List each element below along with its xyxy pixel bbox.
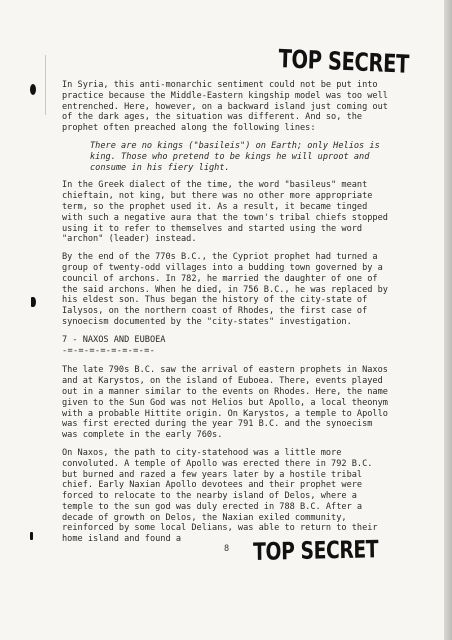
quote-paragraph: There are no kings ("basileis") on Earth; only Helios is king. Those who pretend to be kings he will uproot and consume in his fiery light.	[90, 140, 380, 173]
heading-underline: -=-=-=-=-=-=-=-=-	[62, 345, 156, 356]
punch-hole-mark	[31, 297, 36, 307]
page-number: 8	[224, 544, 230, 554]
document-body	[62, 80, 392, 552]
punch-hole-mark	[30, 84, 36, 95]
paragraph: The late 790s B.C. saw the arrival of eastern prophets in Naxos and at Karystos, on the island of Euboea. There, events played out in a manner similar to the events on Rhodes. Here, the name given to the Sun God was not Helios but Apollo, a local theonym with a probable Hittite origin. On Karystos, a temple to Apollo was first erected during the year 791 B.C. and the synoecism was complete in the early 760s.	[62, 365, 388, 441]
top-secret-stamp: TOP SECRET	[278, 44, 410, 79]
page-edge	[444, 0, 452, 640]
paragraph: On Naxos, the path to city-statehood was a little more convoluted. A temple of Apollo was erected there in 792 B.C. but burned and razed a few years later by a hostile tribal chief. Early Naxian Apollo devotees and their prophet were forced to relocate to the nearby island of Delos, where a temple to the sun god was duly erected in 788 B.C. After a decade of growth on Delos, the Naxian exiled community, reinforced by some local Delians, was able to return to their home island and found a	[62, 447, 378, 545]
top-secret-stamp: TOP SECRET	[253, 535, 379, 566]
paragraph: In Syria, this anti-monarchic sentiment could not be put into practice because the Middle-Eastern kingship model was too well entrenched. Here, however, on a backward island just coming out of the dark ages, the situation was different. And so, the prophet often preached along the following lines:	[62, 80, 388, 134]
paragraph: In the Greek dialect of the time, the word "basileus" meant chieftain, not king, but there was no other more appropriate term, so the prophet used it. As a result, it became tinged with such a negative aura that the town's tribal chiefs stopped using it to refer to themselves and started using the word "archon" (leader) instead.	[62, 180, 388, 245]
paragraph: By the end of the 770s B.C., the Cypriot prophet had turned a group of twenty-odd villages into a budding town governed by a council of archons. In 782, he married the daughter of one of the said archons. When he died, in 756 B.C., he was replaced by his eldest son. Thus began the history of the city-state of Ialysos, on the northern coast of Rhodes, the first case of synoecism documented by the "city-states" investigation.	[62, 252, 388, 327]
section-heading: 7 - NAXOS AND EUBOEA	[62, 334, 166, 345]
punch-hole-mark	[30, 532, 33, 540]
margin-line	[45, 55, 46, 115]
